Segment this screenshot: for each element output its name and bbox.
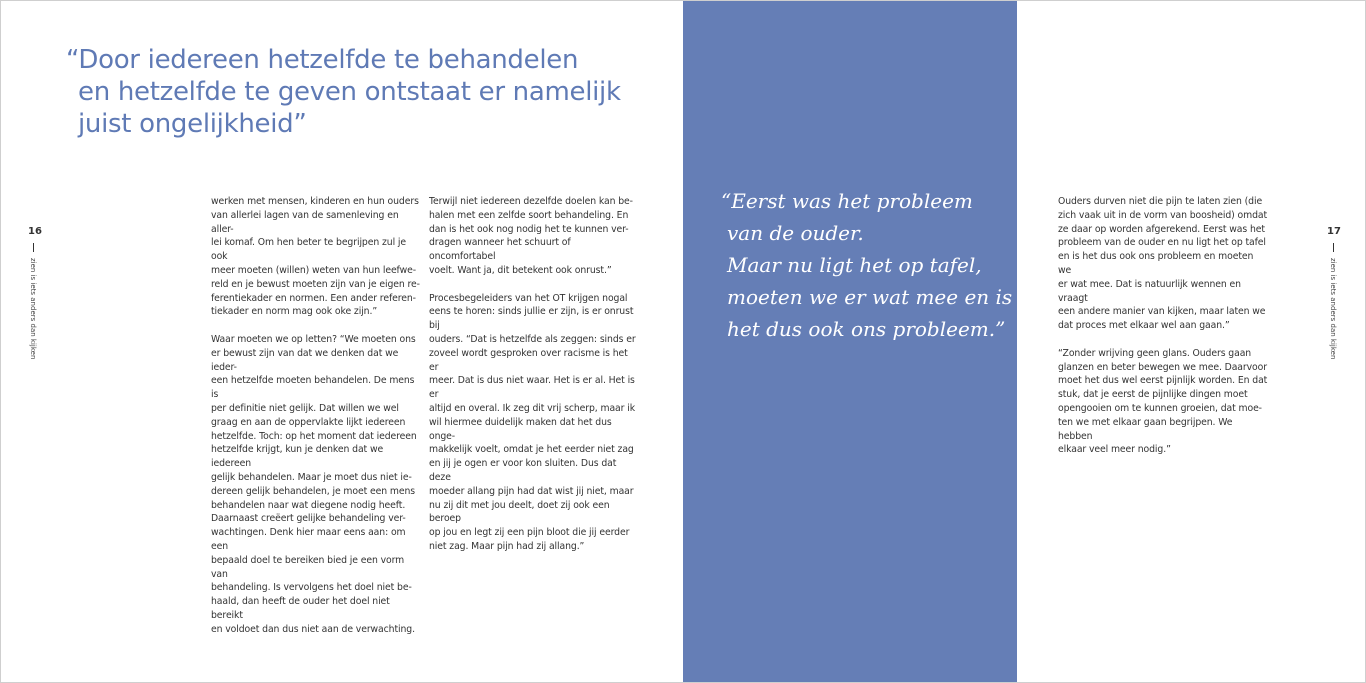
pull-quote-line: en hetzelfde te geven ontstaat er namelijk <box>78 77 621 107</box>
text-column-3 <box>1058 195 1268 471</box>
quote-panel <box>683 0 1017 683</box>
paragraph: “Zonder wrijving geen glans. Ouders gaan glanzen en beter bewegen we mee. Daarvoor moet het dus wel eerst pijnlijk worden. En dat stuk, dat je eerst de pijnlijke dingen moet opengooien om te kunnen groeien, dat moe- ten we met elkaar gaan begrijpen. We hebben elkaar veel meer nodig.” <box>1058 347 1268 456</box>
panel-quote-line: het dus ook ons probleem.” <box>727 317 1006 341</box>
page-number-divider <box>1333 243 1334 252</box>
pull-quote <box>66 44 626 140</box>
paragraph: Waar moeten we op letten? “We moeten ons er bewust zijn van dat we denken dat we ieder- een hetzelfde moeten behandelen. De mens is per definitie niet gelijk. Dat willen we wel graag en aan de oppervlakte lijkt iedereen hetzelfde. Toch: op het moment dat iedereen hetzelfde krijgt, kun je denken dat we iedereen gelijk behandelen. Maar je moet dus niet ie- dereen gelijk behandelen, je moet een mens behandelen naar wat diegene nodig heeft. Daarnaast creëert gelijke behandeling ver- wachtingen. Denk hier maar eens aan: om een bepaald doel te bereiken bied je een vorm van behandeling. Is vervolgens het doel niet be- haald, dan heeft de ouder het doel niet bereikt en voldoet dan dus niet aan de verwachting. <box>211 333 417 635</box>
paragraph: Ouders durven niet die pijn te laten zien (die zich vaak uit in de vorm van boosheid) omdat ze daar op worden afgerekend. Eerst was het probleem van de ouder en nu ligt het op tafel en is het dus ook ons probleem en moeten we er wat mee. Dat is natuurlijk wennen en vraagt een andere manier van kijken, maar laten we dat proces met elkaar wel aan gaan.” <box>1058 196 1268 332</box>
page-number-right: 17 <box>1327 226 1341 237</box>
pull-quote-line: “Door iedereen hetzelfde te behandelen <box>66 45 579 75</box>
page-number-left: 16 <box>28 226 42 237</box>
panel-quote-line: moeten we er wat mee en is <box>727 285 1013 309</box>
panel-quote-line: “Eerst was het probleem <box>721 189 973 213</box>
pull-quote-line: juist ongelijkheid” <box>78 109 307 139</box>
panel-quote-line: van de ouder. <box>727 221 864 245</box>
running-head-left: zien is iets anders dan kijken <box>29 258 37 360</box>
paragraph: Procesbegeleiders van het OT krijgen nogal eens te horen: sinds jullie er zijn, is er onrust bij ouders. “Dat is hetzelfde als zeggen: sinds er zoveel wordt gesproken over racisme is het er meer. Dat is dus niet waar. Het is er al. Het is er altijd en overal. Ik zeg dit vrij scherp, maar ik wil hiermee duidelijk maken dat het dus onge- makkelijk voelt, omdat je het eerder niet zag en jij je ogen er voor kon sluiten. Dus dat deze moeder allang pijn had dat wist jij niet, maar nu zij dit met jou deelt, doet zij ook een beroep op jou en legt zij een pijn bloot die jij eerder niet zag. Maar pijn had zij allang.” <box>429 292 636 552</box>
paragraph: werken met mensen, kinderen en hun ouders van allerlei lagen van de samenleving en aller- lei komaf. Om hen beter te begrijpen zul je ook meer moeten (willen) weten van hun leefwe- reld en je bewust moeten zijn van je eigen re- ferentiekader en normen. Een ander referen- tiekader en norm mag ook oke zijn.” <box>211 196 420 318</box>
page-number-divider <box>33 243 34 252</box>
running-head-right: zien is iets anders dan kijken <box>1329 258 1337 360</box>
paragraph: Terwijl niet iedereen dezelfde doelen kan be- halen met een zelfde soort behandeling. En dan is het ook nog nodig het te kunnen ver- dragen wanneer het schuurt of oncomfortabel voelt. Want ja, dit betekent ook onrust.” <box>429 196 633 276</box>
text-column-2 <box>429 195 639 568</box>
text-column-1 <box>211 195 421 650</box>
panel-quote-line: Maar nu ligt het op tafel, <box>727 253 982 277</box>
panel-quote <box>721 185 1011 345</box>
